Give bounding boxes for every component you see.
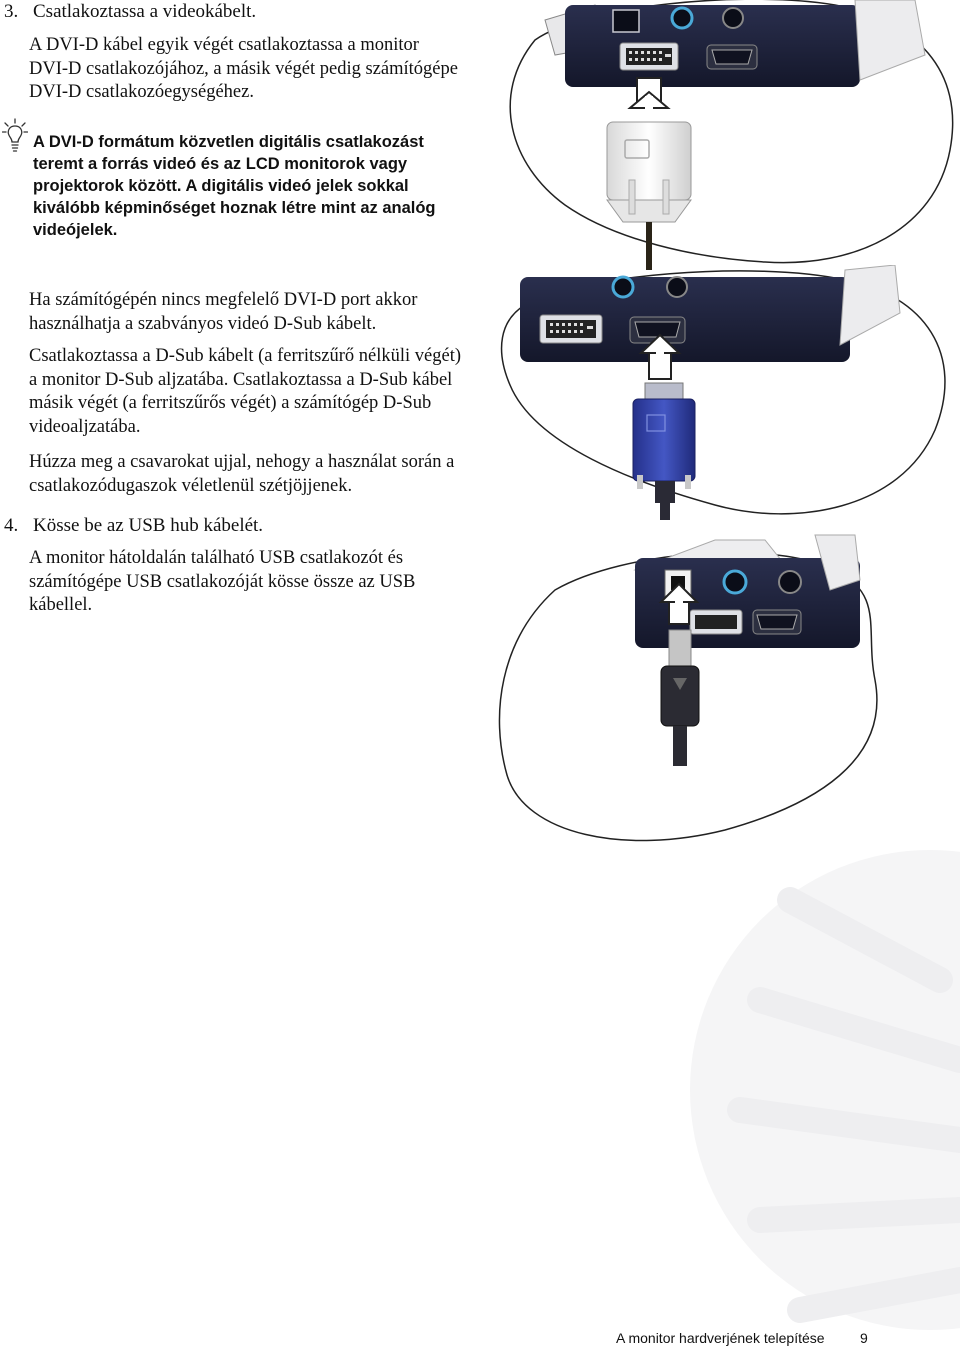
screw-instructions: Húzza meg a csavarokat ujjal, nehogy a használat során a csatlakozódugaszok véletlenül szétjöjjenek. [29, 452, 455, 496]
step-3-intro: A DVI-D kábel egyik végét csatlakoztassa a monitor DVI-D csatlakozójához, a másik végét pedig számítógépe DVI-D csatlakozóegységéhez. [29, 35, 458, 102]
footer-chapter-title: A monitor hardverjének telepítése [616, 1330, 825, 1346]
dsub-intro: Ha számítógépén nincs megfelelő DVI-D port akkor használhatja a szabványos videó D-Sub kábelt. [29, 290, 418, 334]
step-4-number: 4. [4, 515, 19, 536]
lightbulb-tip-icon [2, 118, 28, 156]
step-3-number: 3. [4, 1, 19, 22]
dsub-connect-instructions: Csatlakoztassa a D-Sub kábelt (a ferritszűrő nélküli végét) a monitor D-Sub aljzatába. Csatlakoztassa a D-Sub kábel másik végét (a ferritszűrős végét) a számítógép D-Sub videoaljzatába. [29, 346, 462, 437]
step-3-title: Csatlakoztassa a videokábelt. [33, 1, 257, 22]
dvi-cable-illustration [495, 0, 960, 275]
step-4-title: Kösse be az USB hub kábelét. [33, 515, 264, 536]
page-number: 9 [860, 1330, 868, 1346]
usb-cable-illustration [495, 530, 960, 855]
step-4-text: A monitor hátoldalán található USB csatlakozót és számítógépe USB csatlakozóját kösse össze az USB kábellel. [29, 548, 416, 615]
dsub-cable-illustration [495, 265, 960, 520]
tip-text: A DVI-D formátum közvetlen digitális csatlakozást teremt a forrás videó és az LCD monitorok vagy projektorok között. A digitális videó jelek sokkal kiválóbb képminőséget hoznak létre mint az analóg videójelek. [33, 133, 436, 239]
